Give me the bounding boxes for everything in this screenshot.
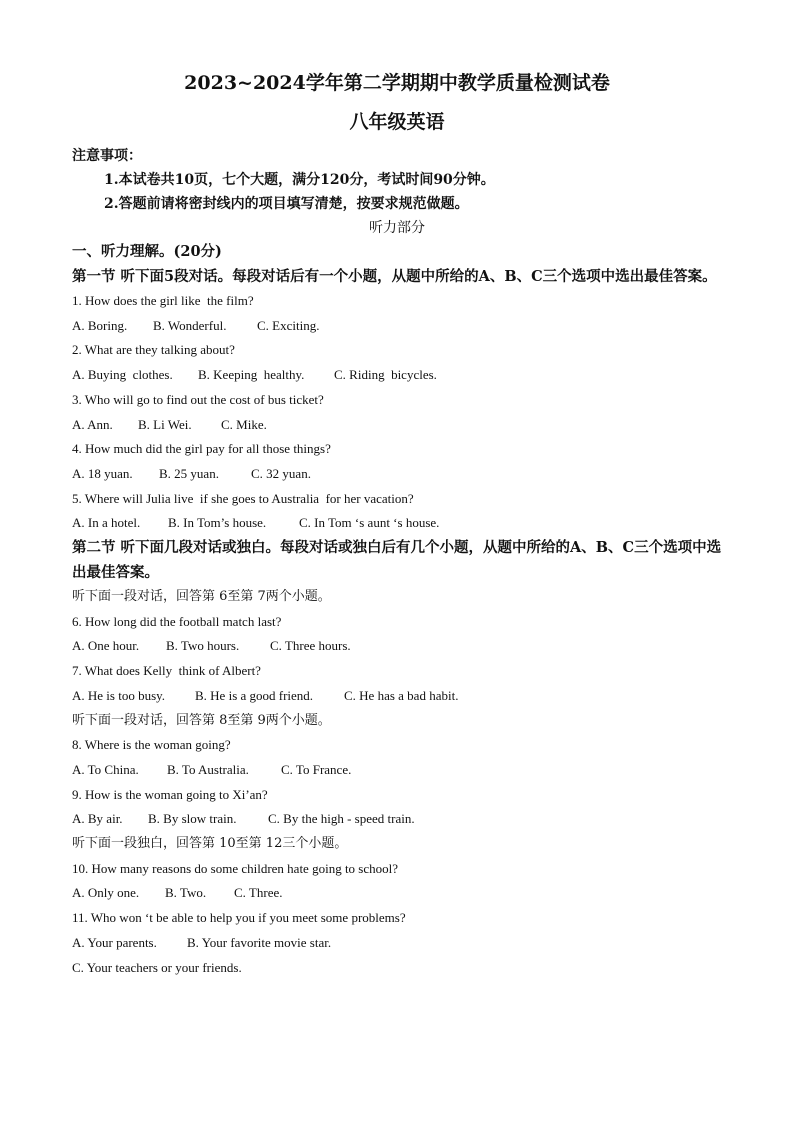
option-b: B. Two.	[165, 885, 207, 901]
question-8: 8. Where is the woman going?	[72, 737, 231, 753]
option-c: C. Riding bicycles.	[334, 367, 437, 383]
intro-8-9: 听下面一段对话，回答第 8至第 9两个小题。	[72, 712, 331, 728]
option-c: C. In Tom ‘s aunt ‘s house.	[299, 515, 440, 531]
exam-page	[72, 70, 722, 980]
option-a: A. In a hotel.	[72, 515, 141, 531]
exam-subtitle: 八年级英语	[349, 111, 445, 133]
option-b: B. Keeping healthy.	[198, 367, 305, 383]
option-c: C. Your teachers or your friends.	[72, 959, 242, 975]
option-b: B. He is a good friend.	[195, 687, 314, 703]
options-11	[72, 931, 722, 956]
question-9: 9. How is the woman going to Xi’an?	[72, 786, 268, 802]
option-a: A. Only one.	[72, 885, 140, 901]
question-11: 11. Who won ‘t be able to help you if you meet some problems?	[72, 910, 406, 926]
option-c: C. To France.	[281, 761, 352, 777]
question-1: 1. How does the girl like the film?	[72, 293, 254, 308]
option-b: B. By slow train.	[148, 811, 237, 827]
options-9	[72, 807, 722, 832]
question-7: 7. What does Kelly think of Albert?	[72, 663, 261, 679]
part1-instruction: 第一节 听下面5段对话。每段对话后有一个小题，从题中所给的A、B、C三个选项中选出最佳答案。	[72, 267, 717, 285]
question-10: 10. How many reasons do some children hate going to school?	[72, 860, 399, 876]
notice-heading: 注意事项：	[72, 148, 142, 164]
option-b: B. 25 yuan.	[159, 465, 219, 481]
option-a: A. Your parents.	[72, 934, 157, 950]
options-11-line2	[72, 956, 722, 981]
notice-item-1: 1.本试卷共10页，七个大题，满分120分，考试时间90分钟。	[104, 172, 495, 188]
option-b: B. Two hours.	[166, 638, 240, 654]
option-c: C. 32 yuan.	[251, 465, 311, 481]
notice-item-2: 2.答题前请将密封线内的项目填写清楚，按要求规范做题。	[104, 196, 469, 212]
option-c: C. Mike.	[221, 416, 267, 432]
option-c: C. Three.	[234, 885, 283, 901]
option-a: A. 18 yuan.	[72, 465, 133, 481]
part-label: 听力部分	[369, 220, 425, 236]
option-a: A. Buying clothes.	[72, 367, 173, 383]
option-a: A. He is too busy.	[72, 687, 166, 703]
option-c: C. Three hours.	[270, 638, 351, 654]
option-a: A. One hour.	[72, 638, 140, 654]
options-3	[72, 413, 722, 438]
section-title: 一、听力理解。(20分)	[72, 243, 222, 260]
option-b: B. In Tom’s house.	[168, 515, 267, 531]
option-b: B. Li Wei.	[138, 416, 192, 432]
option-c: C. By the high - speed train.	[268, 811, 415, 827]
option-a: A. Ann.	[72, 416, 113, 432]
options-2	[72, 363, 722, 388]
option-a: A. To China.	[72, 761, 139, 777]
option-b: B. To Australia.	[167, 761, 249, 777]
intro-6-7: 听下面一段对话，回答第 6至第 7两个小题。	[72, 589, 331, 605]
options-4	[72, 462, 722, 487]
options-7	[72, 684, 722, 709]
option-c: C. He has a bad habit.	[344, 687, 459, 703]
intro-10-12: 听下面一段独白，回答第 10至第 12三个小题。	[72, 836, 348, 852]
exam-title: 2023~2024学年第二学期期中教学质量检测试卷	[184, 72, 610, 94]
question-2: 2. What are they talking about?	[72, 342, 235, 358]
question-6: 6. How long did the football match last?	[72, 613, 282, 629]
options-6	[72, 634, 722, 659]
option-b: B. Wonderful.	[153, 317, 227, 333]
options-5	[72, 511, 722, 536]
question-5: 5. Where will Julia live if she goes to Australia for her vacation?	[72, 490, 414, 506]
option-a: A. Boring.	[72, 317, 128, 333]
options-1	[72, 314, 722, 339]
question-3: 3. Who will go to find out the cost of bus ticket?	[72, 391, 324, 407]
option-c: C. Exciting.	[257, 317, 320, 333]
option-b: B. Your favorite movie star.	[187, 934, 332, 950]
part2-instruction: 第二节 听下面几段对话或独白。每段对话或独白后有几个小题，从题中所给的A、B、C三个选项中选出最佳答案。	[72, 539, 722, 581]
option-a: A. By air.	[72, 811, 123, 827]
options-10	[72, 881, 722, 906]
question-4: 4. How much did the girl pay for all those things?	[72, 441, 331, 457]
options-8	[72, 758, 722, 783]
